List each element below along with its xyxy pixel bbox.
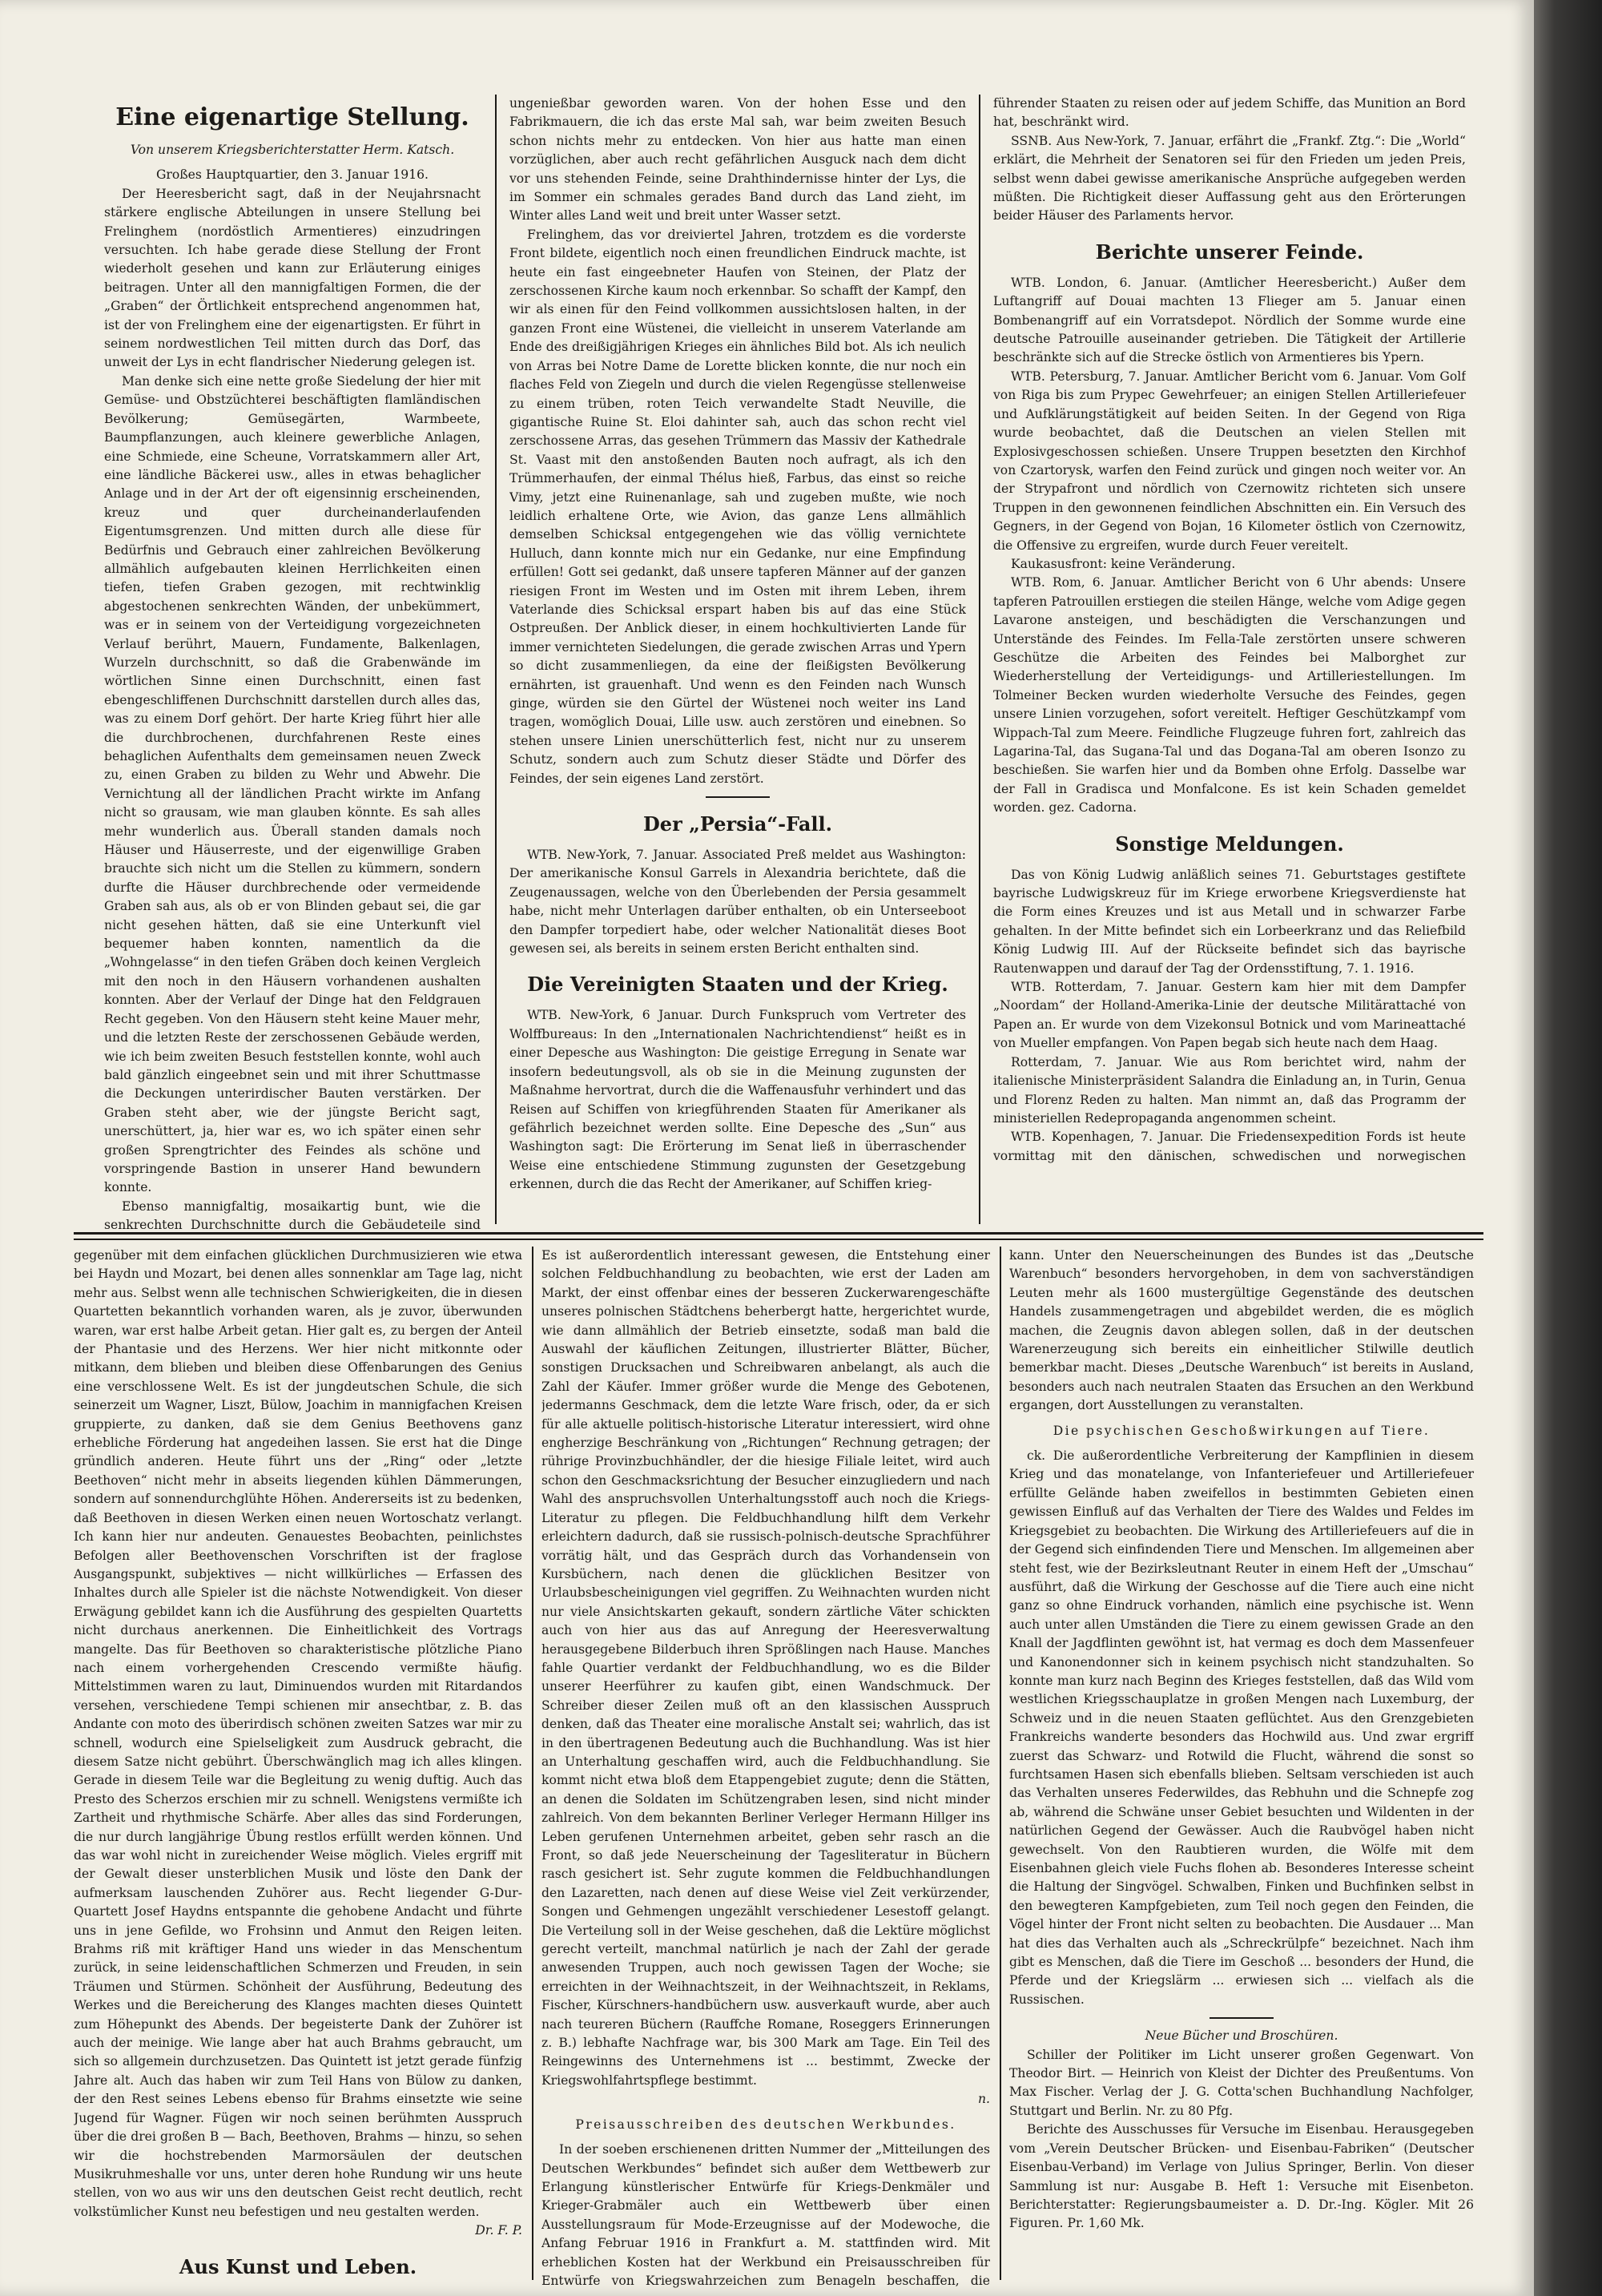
- book-entry: Berichte des Ausschusses für Versuche im Eisenbau. Herausgegeben vom „Verein Deutscher Brücken- und Eisenbau-Fabriken“ (Deutscher Eisenbau-Verband) im Verlage von Julius Springer, Berlin. Von dieser Sammlung ist nur: Ausgabe B. Heft 1: Versuche mit Eisenbeton. Berichterstatter: Regierungsbaumeister a. D. Dr.-Ing. Kögler. Mit 26 Figuren. Pr. 1,60 Mk.: [1009, 2122, 1474, 2231]
- column-divider: [979, 95, 980, 1224]
- book-entry: Schiller der Politiker im Licht unserer großen Gegenwart. Von Theodor Birt. — Heinrich von Kleist der Dichter des Preußentums. Von Max Fischer. Verlag der J. G. Cotta'schen Buchhandlung Nachfolger, Stuttgart und Berlin. Nr. zu 80 Pfg.: [1009, 2047, 1474, 2118]
- article-paragraph: SSNB. Aus New-York, 7. Januar, erfährt die „Frankf. Ztg.“: Die „World“ erklärt, die Mehrheit der Senatoren sei für den Frieden um jeden Preis, selbst wenn dabei gewisse amerikanische Ansprüche aufgegeben werden müßten. Die Richtigkeit dieser Auffassung geht aus den Erörterungen beider Häuser des Parlaments hervor.: [993, 133, 1466, 224]
- article-byline: Von unserem Kriegsberichterstatter Herm. Katsch.: [130, 143, 455, 157]
- column-article-stellung: [104, 90, 481, 1231]
- report-paragraph: WTB. Rotterdam, 7. Januar. Gestern kam hier mit dem Dampfer „Noordam“ der Holland-Amerika-Linie der deutsche Militärattaché von Papen an. Er wurde von dem Vizekonsul Botnick und vom Marineattaché von Mueller empfangen. Von Papen begab sich heute nach dem Haag.: [993, 980, 1466, 1051]
- report-paragraph: Kaukasusfront: keine Veränderung.: [1011, 556, 1236, 571]
- article-title-persia: Der „Persia“-Fall.: [642, 812, 832, 836]
- report-paragraph: Rotterdam, 7. Januar. Wie aus Rom berichtet wird, nahm der italienische Ministerpräsident Salandra die Einladung an, in Turin, Genua und Florenz Reden zu halten. Man nimmt an, daß das Programm der ministeriellen Redepropaganda angenommen scheint.: [993, 1054, 1466, 1126]
- feuilleton-rule: [74, 1232, 1483, 1235]
- article-paragraph: ck. Die außerordentliche Verbreiterung der Kampflinien in diesem Krieg und das monatelange, von Infanteriefeuer und Artilleriefeuer erfüllte Gelände haben zweifellos in bestimmten Gebieten einen gewissen Einfluß auf das Verhalten der Tiere des Waldes und Feldes im Kriegsgebiet zu beobachten. Die Wirkung des Artilleriefeuers auf die in der Gegend sich einfindenden Tiere und Menschen. Im allgemeinen aber steht fest, wie der Bezirksleutnant Reuter in einem Heft der „Umschau“ ausführt, daß die Wirkung der Geschosse auf die Tiere auch eine nicht ganz so ohne Eindruck vorhanden, nämlich eine psychische ist. Wenn auch unter allen Umständen die Tiere zu einem gewissen Grade an den Knall der Jagdflinten gewöhnt ist, hat vermag es doch dem Massenfeuer und Kanonendonner sich in keinem psychisch nicht standzuhalten. So konnte man kurz nach Beginn des Krieges feststellen, daß das Wild vom westlichen Kriegsschauplatze in großen Mengen nach Luxemburg, der Schweiz und in die neuen Staaten geflüchtet. Aus den Grenzgebieten Frankreichs wanderte besonders das Hochwild aus. Und zwar ergriff zuerst das Schwarz- und Rotwild die Flucht, während die sonst so furchtsamen Hasen sich ebenfalls blieben. Seltsam verschieden ist auch das Verhalten unseres Federwildes, das Rebhuhn und die Schnepfe zog ab, während die Schwäne unser Gebiet besuchten und Wildenten in der natürlichen Gegend der Gewässer. Auch die Raubvögel haben nicht gewechselt. Von den Raubtieren wurden, die Wölfe mit dem Eisenbahnen gleich viele Fuchs flohen ab. Besonderes Interesse scheint die Haltung der Singvögel. Schwalben, Finken und Buchfinken selbst in den bewegteren Kampfgebieten, zum Teil noch gegen den Feinden, die Vögel hinter der Front nicht selten zu beobachten. Die Ausdauer ... Man hat dies das Verhalten auch als „Schreckrülpfe“ bezeichnet. Nach ihm gibt es Menschen, daß die Tiere im Geschoß ... besonders der Hund, die Pferde und der Kriegslärm ... erwiesen sich ... vielfach als die Russischen.: [1009, 1448, 1474, 2007]
- article-title-preisausschreiben: Preisausschreiben des deutschen Werkbundes.: [575, 2117, 956, 2132]
- column-feuilleton-middle: [541, 1247, 990, 2288]
- article-paragraph: führender Staaten zu reisen oder auf jedem Schiffe, das Munition an Bord hat, beschränkt wird.: [993, 96, 1466, 130]
- article-signature: n.: [978, 2092, 990, 2107]
- feuilleton-rule: [74, 1239, 1483, 1240]
- section-title-sonstige: Sonstige Meldungen.: [1115, 832, 1344, 856]
- column-divider: [532, 1247, 533, 2280]
- article-signature: Dr. F. P.: [475, 2223, 522, 2238]
- article-paragraph: WTB. New-York, 6 Januar. Durch Funkspruch vom Vertreter des Wolffbureaus: In den „Internationalen Nachrichtendienst“ heißt es in einer Depesche aus Washington: Die geistige Erregung in Senate war insofern bedeutungsvoll, als ob sie in die Meinung zugunsten der Maßnahme hervortrat, durch die die Waffenausfuhr verhindert und das Reisen auf Schiffen von kriegführenden Staaten für Amerikaner als gefährlich bezeichnet werden sollte. Eine Depesche des „Sun“ aus Washington sagt: Die Erörterung im Senat ließ in überraschender Weise eine entschiedene Stimmung zugunsten der Gesetzgebung erkennen, durch die das Recht der Amerikaner, auf Schiffen krieg-: [509, 1008, 966, 1192]
- article-paragraph: Ebenso mannigfaltig, mosaikartig bunt, wie die senkrechten Durchschnitte durch die Gebäudeteile sind: [104, 1198, 481, 1231]
- report-paragraph: WTB. Petersburg, 7. Januar. Amtlicher Bericht vom 6. Januar. Vom Golf von Riga bis zum Prypec Gewehrfeuer; an einigen Stellen Artilleriefeuer und Aufklärungstätigkeit auf beiden Seiten. In der Gegend von Riga wurde beobachtet, daß die Deutschen an vielen Stellen mit Explosivgeschossen schießen. Unsere Truppen besetzten den Kirchhof von Czartorysk, warfen den Feind zurück und gingen noch weiter vor. An der Strypafront und nördlich von Czernowitz richteten sich unsere Truppen in den gewonnenen feindlichen Abschnitten ein. Ein Versuch des Gegners, in der Gegend von Bojan, 16 Kilometer östlich von Czernowitz, die Offensive zu ergreifen, wurde durch Feuer vereitelt.: [993, 369, 1466, 553]
- column-divider: [495, 95, 497, 1224]
- article-title-stellung: Eine eigenartige Stellung.: [115, 103, 469, 131]
- column-feuilleton-music: [74, 1247, 522, 2288]
- article-paragraph: Der Heeresbericht sagt, daß in der Neujahrsnacht stärkere englische Abteilungen in unsere Stellung bei Frelinghem (nordöstlich Armentieres) einzudringen versuchten. Ich habe gerade diese Stellung der Front wiederholt gesehen und kann zur Erläuterung einiges beitragen. Unter all den mannigfaltigen Formen, die der „Graben“ der Örtlichkeit entsprechend angenommen hat, ist der von Frelinghem eine der eigenartigsten. Er führt in seinem nordwestlichen Teil mitten durch das Dorf, das unweit der Lys in echt flandrischer Niederung gelegen ist.: [104, 186, 481, 370]
- report-paragraph: Das von König Ludwig anläßlich seines 71. Geburtstages gestiftete bayrische Ludwigskreuz für im Kriege erworbene Kriegsverdienste hat die Form eines Kreuzes und ist aus Metall und in schwarzer Farbe gehalten. In der Mitte befindet sich ein Lorbeerkranz und das Reliefbild König Ludwig III. Auf der Rückseite befindet sich das bayrische Rautenwappen und darauf der Tag der Ordensstiftung, 7. 1. 1916.: [993, 867, 1466, 976]
- column-news-reports: [993, 95, 1466, 1168]
- column-article-continued: [509, 95, 966, 1232]
- article-paragraph: Frelinghem, das vor dreiviertel Jahren, trotzdem es die vorderste Front bildete, eigentlich noch einen freundlichen Eindruck machte, ist heute ein fast eingeebneter Haufen von Steinen, der Platz der zerschossenen Kirche kaum noch erkennbar. So schafft der Kampf, den wir als einen für den Feind vollkommen aussichtslosen halten, in der ganzen Front eine Wüstenei, die vielleicht in unserem Vaterlande am Ende des dreißigjährigen Krieges ein ähnliches Bild bot. Als ich neulich von Arras bei Notre Dame de Lorette blicken konnte, die nur noch ein flaches Feld von Ziegeln und durch die vielen Regengüsse stellenweise zu einem trüben, roten Teich verwandelte Stadt Neuville, die gigantische Ruine St. Eloi dahinter sah, auch das schon recht viel zerschossene Arras, das gesehen Trümmern das Massiv der Kathedrale St. Vaast mit den anstoßenden Bauten noch aufragt, als ich den Trümmerhaufen, der einmal Thélus hieß, Farbus, das einst so reiche Vimy, jetzt eine Ruinenanlage, sah und zugeben mußte, wie noch leidlich erhaltene Orte, wie Avion, das ganze Lens allmählich demselben Schicksal entgegengehen wie das völlig vernichtete Hulluch, dann konnte mich nur ein Gedanke, nur eine Empfindung erfüllen! Gott sei gedankt, daß unsere tapferen Männer auf der ganzen riesigen Front im Westen und im Osten mit ihrem Leben, ihrem Vaterlande dies Schicksal erspart haben bis auf das eine Stück Ostpreußen. Der Anblick dieser, in einem hochkultivierten Lande für immer vernichteten Siedelungen, die gerade zwischen Arras und Ypern so dicht zusammenliegen, da eine der fleißigsten Bevölkerung ernährten, ist grauenhaft. Und wenn es den Feinden nach Wunsch ginge, würden sie den Gürtel der Wüstenei noch weiter ins Land tragen, womöglich Douai, Lille usw. auch zerstören und einebnen. So stehen unsere Linien unerschütterlich fest, nicht nur zu unserem Schutz, sondern auch zum Schutz dieser Städte und Dörfer des Feindes, der sein eigenes Land zerstört.: [509, 227, 966, 786]
- page-edge-shadow: [1534, 0, 1602, 2296]
- article-dateline: Großes Hauptquartier, den 3. Januar 1916.: [155, 167, 429, 183]
- article-title-tiere: Die psychischen Geschoßwirkungen auf Tiere.: [1053, 1423, 1431, 1438]
- column-divider: [1000, 1247, 1001, 2280]
- report-paragraph: WTB. Kopenhagen, 7. Januar. Die Friedensexpedition Fords ist heute vormittag mit den dänischen, schwedischen und norwegischen: [993, 1130, 1466, 1163]
- article-paragraph: Es ist außerordentlich interessant gewesen, die Entstehung einer solchen Feldbuchhandlung zu beobachten, wie erst der Laden am Markt, der einst offenbar eines der besseren Zuckerwarengeschäfte unseres polnischen Städtchens beherbergt hatte, hergerichtet wurde, wie dann allmählich der Betrieb einsetzte, sodaß man bald die Auswahl der käuflichen Zeitungen, illustrierter Blätter, Bücher, sonstigen Drucksachen und Schreibwaren anbelangt, als auch die Zahl der Käufer. Immer größer wurde die Menge des Gebotenen, jedermanns Geschmack, dem die letzte Ware frisch, oder, da er sich für alle aktuelle politisch-historische Literatur interessiert, wird ohne engherzige Beschränkung von „Richtungen“ Rechnung getragen; der rührige Provinzbuchhändler, der die hiesige Filiale leitet, wird auch schon den Geschmacksrichtung der Besucher einzugliedern und nach Wahl des anspruchsvollen Unterhaltungsstoff auch noch die Kriegs-Literatur zu pflegen. Die Feldbuchhandlung hilft dem Verkehr erleichtern dadurch, daß sie russisch-polnisch-deutsche Sprachführer vorrätig hält, und das Gespräch durch das Vorhandensein von Kursbüchern, nach denen die glücklichen Besitzer von Urlaubsbescheinigungen viel gegriffen. Zu Weihnachten wurden nicht nur viele Ansichtskarten gekauft, sondern zärtliche Väter schickten auch von hier aus das auf Anregung der Heeresverwaltung herausgegebene Bilderbuch ihren Sprößlingen nach Hause. Manches fahle Quartier verdankt der Feldbuchhandlung, wo es die Bilder unserer Heerführer zu kaufen gibt, einen Wandschmuck. Der Schreiber dieser Zeilen muß oft an den klassischen Ausspruch denken, daß das Theater eine moralische Anstalt sei; wahrlich, das ist in den übertragenen Bedeutung auch die Buchhandlung. Was ist hier an Unterhaltung geschaffen wird, auch die Feldbuchhandlung. Sie kommt nicht etwa bloß dem Etappengebiet zugute; denn die Stätten, an denen die Soldaten im Schützengraben lesen, sind nicht minder zahlreich. Von dem bekannten Berliner Verleger Hermann Hillger ins Leben gerufenen Unternehmen arbeitet, geben sehr rasch an die Front, so daß jede Neuerscheinung der Tagesliteratur in Büchern rasch gesichert ist. Sehr zugute kommen die Feldbuchhandlungen den Lazaretten, nach denen auf diese Weise viel Zeit verkürzender, Songen und Gehmengen ungezählt verschiedener Lesestoff gelangt. Die Verteilung soll in der Weise geschehen, daß die Lektüre möglichst gerecht verteilt, manchmal natürlich je nach der Zahl der gerade anwesenden Truppen, auch noch gewissen Tagen der Woche; sie erreichten in der Weihnachtszeit, in der Weihnachtszeit, in Reklams, Fischer, Kürschners-handbüchern usw. ausverkauft wurde, aber auch nach teureren Büchern (Rauffche Romane, Roseggers Erinnerungen z. B.) lebhafte Nachfrage war, bis 300 Mark am Tage. Ein Teil des Reingewinns des Unternehmens ist ... bestimmt, Zwecke der Kriegswohlfahrtspflege bestimmt.: [541, 1248, 990, 2088]
- article-paragraph: gegenüber mit dem einfachen glücklichen Durchmusizieren wie etwa bei Haydn und Mozart, bei denen alles sonnenklar am Tage lag, nicht mehr aus. Selbst wenn alle technischen Schwierigkeiten, die in diesen Quartetten bekanntlich vorhanden waren, als je zuvor, überwunden waren, war erst halbe Arbeit getan. Hier galt es, zu bergen der Anteil der Phantasie und des Herzens. Wer hier nicht mitkonnte oder mitkann, dem blieben und bleiben diese Offenbarungen des Genius eine verschlossene Welt. Es ist der jungdeutschen Schule, die sich seinerzeit um Wagner, Liszt, Bülow, Joachim in mannigfachen Kreisen gruppierte, zu danken, daß sie dem Genius Beethovens ganz erhebliche Förderung hat angedeihen lassen. Sie erst hat die Dinge gründlich anderen. Heute führt uns der „Ring“ oder „letzte Beethoven“ nicht mehr in abseits liegenden kühlen Dämmerungen, sondern auf sonnendurchglühte Höhen. Andererseits ist zu bedenken, daß Beethoven in diesen Werken einen neuen Wortoschatz verlangt. Ich kann hier nur andeuten. Genauestes Beobachten, peinlichstes Befolgen aller Beethovenschen Vorschriften ist der fraglose Ausgangspunkt, subjektives — nicht willkürliches — Erfassen des Inhaltes durch alle Spieler ist die nächste Notwendigkeit. Von dieser Erwägung gebildet kann ich die Ausführung des gespielten Quartetts nicht durchaus anerkennen. Die Einheitlichkeit des Vortrags mangelte. Das für Beethoven so charakteristische plötzliche Piano nach einem vorhergehenden Crescendo vermißte häufig. Mittelstimmen waren zu laut, Diminuendos wurden mit Ritardandos versehen, verschiedene Tempi schienen mir ansechtbar, z. B. das Andante con moto des überirdisch schönen zweiten Satzes war mir zu schnell, wodurch eine Spielseligkeit zum Ausdruck gebracht, die diesem Satze nicht gebührt. Überschwänglich mag ich alles klingen. Gerade in diesem Teile war die Begleitung zu wenig duftig. Auch das Presto des Scherzos erschien mir zu schnell. Wenigstens vermißte ich Zartheit und rhythmische Schärfe. Aber alles das sind Forderungen, die nur durch langjährige Übung restlos erfüllt werden können. Und das war wohl nicht in zureichender Weise möglich. Vieles ergriff mit der Gewalt dieser unsterblichen Musik und löste den Dank der aufmerksam lauschenden Zuhörer aus. Recht liegender G-Dur-Quartett Josef Haydns entspannte die gehobene Andacht und führte uns in jene Gefilde, wo Frohsinn und Anmut den Reigen leiten. Brahms riß mit kräftiger Hand uns wieder in das Menschentum zurück, in seine leidenschaftlichen Schmerzen und Freuden, in sein Träumen und Stürmen. Schönheit der Ausführung, Bedeutung des Werkes und die Bereicherung des Klanges machten dieses Quintett zum Höhepunkt des Abends. Der begeisterte Dank der Zuhörer ist auch der meinige. Wie lange aber hat auch Brahms gebraucht, um sich so allgemein durchzusetzen. Das Quintett ist jetzt gerade fünfzig Jahre alt. Auch das haben wir zum Teil Hans von Bülow zu danken, der den Rest seines Lebens ebenso für Brahms einsetzte wie seine Jugend für Wagner. Fügen wir noch seinen berühmten Ausspruch über die drei großen B — Bach, Beethoven, Brahms — hinzu, so sehen wir die hochstrebenden Marmorsäulen der deutschen Musikruhmeshalle vor uns, unter deren hohe Rundung wir uns heute stellen, von wo aus wir uns den deutschen Geist recht deutlich, recht volkstümlicher Kunst neu befestigen und neu gestalten werden.: [74, 1248, 522, 2219]
- section-title-buecher: Neue Bücher und Broschüren.: [1145, 2028, 1338, 2044]
- article-paragraph: Man denke sich eine nette große Siedelung der hier mit Gemüse- und Obstzüchterei beschäftigten flamländischen Bevölkerung; Gemüsegärten, Warmbeete, Baumpflanzungen, auch kleinere gewerbliche Anlagen, eine Schmiede, eine Scheune, Vorratskammern aller Art, eine ländliche Bäckerei usw., alles in etwas behaglicher Anlage und in der Art der oft eigensinnig erscheinenden, kreuz und quer durcheinanderlaufenden Eigentumsgrenzen. Und mitten durch alle diese für Bedürfnis und Gebrauch einer zahlreichen Bevölkerung allmählich aufgebauten kleinen Herrlichkeiten einen tiefen, tiefen Graben gezogen, mit rechtwinklig abgestochenen senkrechten Wänden, der unbekümmert, was er in seinem von der Verteidigung vorgezeichneten Verlauf berührt, Mauern, Fundamente, Balkenlagen, Wurzeln durchschnitt, so daß die Grabenwände im wörtlichen Sinne einen Durchschnitt, einen fast ebengeschliffenen Durchschnitt darstellen durch alles das, was zu einem Dorf gehört. Der harte Krieg führt hier alle die durchbrochenen, durchfahrenen Reste eines behaglichen Aufenthalts dem gemeinsamen neuen Zweck zu, einen Graben zu bilden zu Wehr und Abwehr. Die Vernichtung all der ländlichen Pracht wirkte im Anfang nicht so grausam, wie man glauben könnte. Es sah alles mehr wunderlich aus. Überall standen damals noch Häuser und Häuserreste, und der eigenwillige Graben brauchte sich nicht um die Stellen zu kümmern, sondern durfte die Häuser durchbrechende oder vermeidende Graben sah aus, als ob er von Blinden gebaut sei, die gar nicht gesehen hätten, daß sie eine Unterkunft viel bequemer haben konnten, namentlich da die „Wohngelasse“ in den tiefen Gräben doch keinen Vergleich mit den noch in den Häusern vorhandenen aushalten konnten. Aber der Verlauf der Dinge hat den Feldgrauen Recht gegeben. Von den Häusern steht keine Mauer mehr, und die letzten Reste der zerschossenen Gebäude werden, wie ich beim zweiten Besuch feststellen konnte, wohl auch bald gänzlich eingeebnet sein und mit ihrer Schuttmasse die Deckungen unterirdischer Bauten verstärken. Der Graben steht aber, wie der jüngste Bericht sagt, unerschüttert, ja, hier war es, wo ich später einen sehr großen Sprengtrichter des Feindes als schöne und vorspringende Bastion in unserer Hand bewundern konnte.: [104, 373, 481, 1195]
- article-paragraph: ungenießbar geworden waren. Von der hohen Esse und den Fabrikmauern, die ich das erste Mal sah, war beim zweiten Besuch schon nichts mehr zu entdecken. Von hier aus hatte man einen vorzüglichen, aber auch recht gefährlichen Ausguck nach dem dicht vor uns stehenden Feinde, seine Drahthindernisse hinter der Lys, die im Sommer ein schmales gerades Band durch das Land zieht, im Winter alles Land weit und breit unter Wasser setzt.: [509, 96, 966, 224]
- article-paragraph: WTB. New-York, 7. Januar. Associated Preß meldet aus Washington: Der amerikanische Konsul Garrels in Alexandria berichtete, daß die Zeugenaussagen, welche von den Überlebenden der Persia gesammelt habe, nicht mehr Unterlagen darüber enthalten, ob ein Unterseeboot den Dampfer torpediert habe, oder welcher Nationalität dieses Boot gewesen sei, als bereits in seinem ersten Bericht enthalten sind.: [509, 848, 966, 957]
- article-paragraph: kann. Unter den Neuerscheinungen des Bundes ist das „Deutsche Warenbuch“ besonders hervorgehoben, in dem von sachverständigen Leuten mehr als 1600 mustergültige Gegenstände des deutschen Handels zusammengetragen und abgebildet werden, die es möglich machen, die Zeugnis davon ablegen sollen, daß in der deutschen Warenerzeugung sich bereits ein einheitlicher Stilwille deutlich bemerkbar macht. Dieses „Deutsche Warenbuch“ ist bereits in Ausland, besonders auch nach neutralen Staaten das Ersuchen an den Werkbund ergangen, dort Ausstellungen zu veranstalten.: [1009, 1248, 1474, 1413]
- section-title-kunst: Aus Kunst und Leben.: [179, 2254, 417, 2278]
- column-feuilleton-right: [1009, 1247, 1474, 2288]
- report-paragraph: WTB. Rom, 6. Januar. Amtlicher Bericht von 6 Uhr abends: Unsere tapferen Patrouillen erstiegen die steilen Hänge, welche vom Adige gegen Lavarone ansteigen, und beschädigten die Verschanzungen und Unterstände des Feindes. Im Fella-Tale zerstörten unsere schweren Geschütze die Arbeiten des Feindes bei Malborghet zur Wiederherstellung der Verteidigungs- und Artilleriestellungen. Im Tolmeiner Becken wurden wiederholte Versuche des Feindes, gegen unsere Linien vorzugehen, sofort vereitelt. Heftiger Geschützkampf vom Wippach-Tal zum Meere. Feindliche Flugzeuge fuhren fort, zahlreich das Lagarina-Tal, das Sugana-Tal und das Dogana-Tal am oberen Isonzo zu beschießen. Sie warfen hier und da Bomben ohne Erfolg. Dasselbe war der Fall in Gradisca und Monfalcone. Es ist kein Schaden gemeldet worden. gez. Cadorna.: [993, 575, 1466, 816]
- section-rule: [1210, 2017, 1274, 2019]
- article-title-vereinigte-staaten: Die Vereinigten Staaten und der Krieg.: [527, 973, 948, 997]
- article-paragraph: In der soeben erschienenen dritten Nummer der „Mitteilungen des Deutschen Werkbundes“ befindet sich außer dem Wettbewerb zur Erlangung künstlerischer Entwürfe für Kriegs-Denkmäler und Krieger-Grabmäler auch ein Wettbewerb über einen Ausstellungsraum für Mode-Erzeugnisse auf der Modewoche, die Anfang Februar 1916 in Frankfurt a. M. stattfinden wird. Mit erheblichen Kosten hat der Werkbund ein Preisausschreiben für Entwürfe von Kriegswahrzeichen zum Benageln beschaffen, die: [541, 2142, 990, 2288]
- section-title-feinde: Berichte unserer Feinde.: [1095, 240, 1364, 264]
- section-rule: [706, 796, 770, 798]
- report-paragraph: WTB. London, 6. Januar. (Amtlicher Heeresbericht.) Außer dem Luftangriff auf Douai machten 13 Flieger am 5. Januar einen Bombenangriff auf ein Vorratsdepot. Nördlich der Somme wurde eine deutsche Patrouille auseinander getrieben. Die Tätigkeit der Artillerie beschränkte sich auf die Strecke östlich von Armentieres bis Ypern.: [993, 275, 1466, 365]
